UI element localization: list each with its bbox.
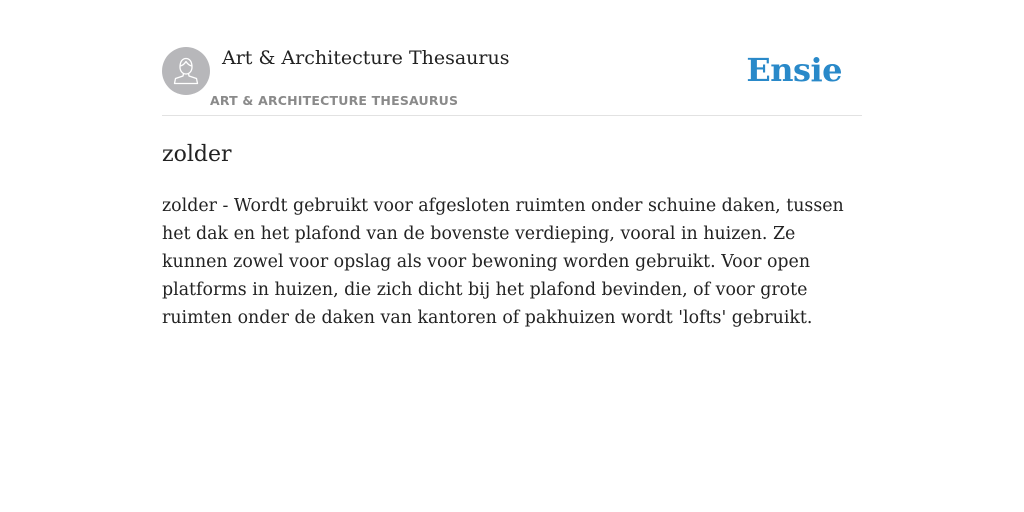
entry-term: zolder (162, 142, 232, 167)
source-subtitle[interactable]: ART & ARCHITECTURE THESAURUS (210, 93, 459, 108)
source-avatar[interactable] (162, 47, 210, 95)
source-header (162, 40, 862, 116)
brand-logo[interactable]: Ensie (746, 51, 842, 89)
user-icon (162, 47, 210, 95)
source-title[interactable]: Art & Architecture Thesaurus (222, 47, 510, 69)
entry-definition: zolder - Wordt gebruikt voor afgesloten ruimten onder schuine daken, tussen het dak en het plafond van de bovenste verdieping, vooral in huizen. Ze kunnen zowel voor opslag als voor bewoning worden gebruikt. Voor open platforms in huizen, die zich dicht bij het plafond bevinden, of voor grote ruimten onder de daken van kantoren of pakhuizen wordt 'lofts' gebruikt. (162, 196, 844, 328)
